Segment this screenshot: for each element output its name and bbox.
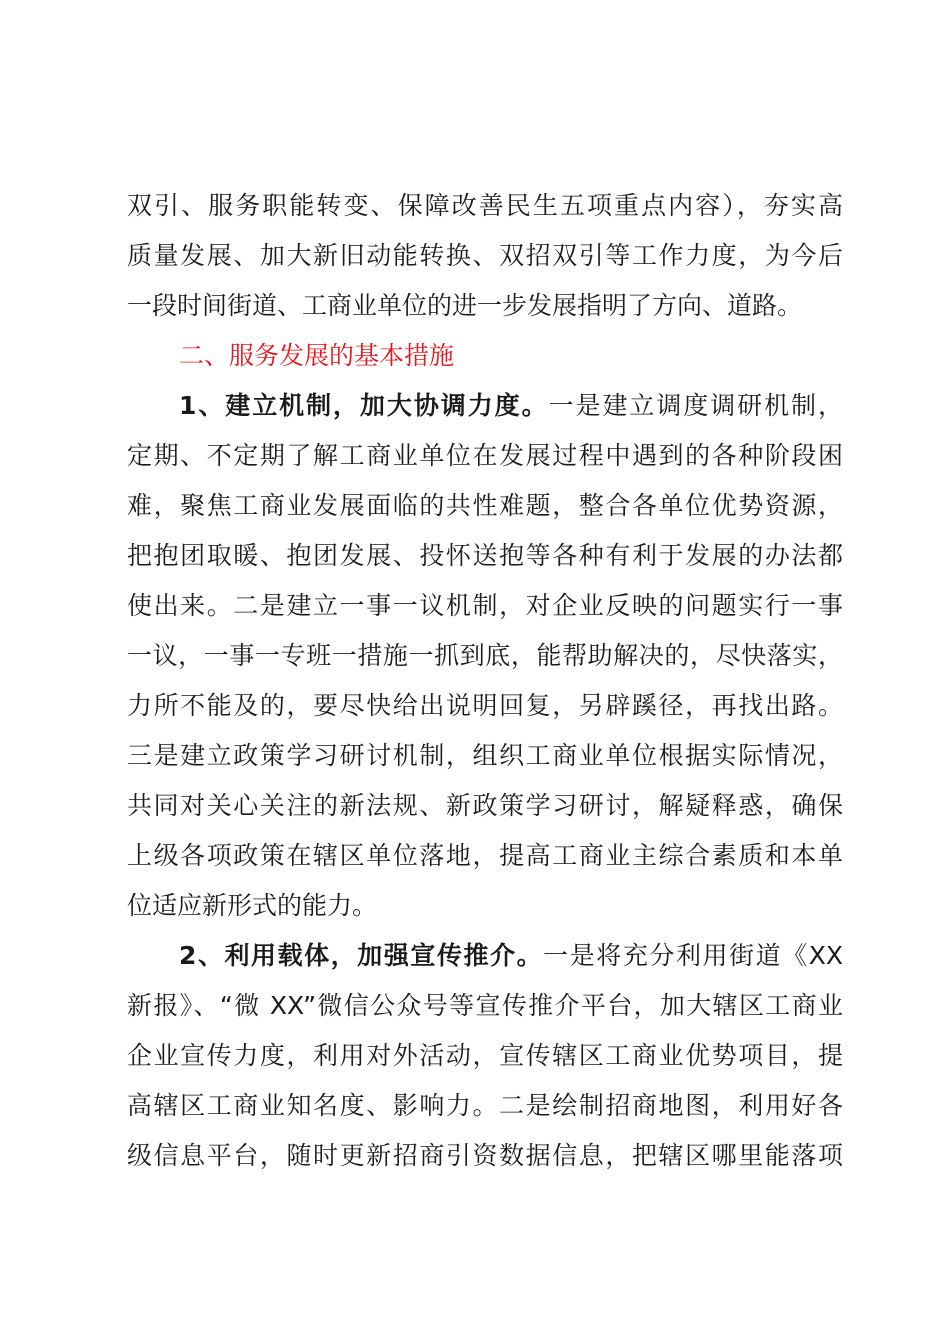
measure-2-paragraph: [127, 931, 843, 1181]
measure-1-line-5: 使出来。二是建立一事一议机制，对企业反映的问题实行一事: [127, 591, 843, 620]
measure-1-line-3: 难，聚焦工商业发展面临的共性难题，整合各单位优势资源，: [127, 491, 843, 520]
measure-1-line-6: 一议，一事一专班一措施一抓到底，能帮助解决的，尽快落实，: [127, 641, 843, 670]
measure-1-line-8: 三是建立政策学习研讨机制，组织工商业单位根据实际情况，: [127, 741, 843, 770]
measure-1-title: 1、建立机制，加大协调力度。: [179, 391, 549, 420]
section-heading: 二、服务发展的基本措施: [179, 341, 455, 370]
measure-2-first-line: [127, 931, 843, 981]
measure-1-line-2: 定期、不定期了解工商业单位在发展过程中遇到的各种阶段困: [127, 441, 843, 470]
measure-1-line-1: 一是建立调度调研机制，: [548, 391, 843, 420]
measure-2-title: 2、利用载体，加强宣传推介。: [179, 941, 544, 970]
measure-2-line-3: 企业宣传力度，利用对外活动，宣传辖区工商业优势项目，提: [127, 1041, 843, 1070]
intro-line-3: 一段时间街道、工商业单位的进一步发展指明了方向、道路。: [127, 291, 803, 320]
measure-1-line-9: 共同对关心关注的新法规、新政策学习研讨，解疑释惑，确保: [127, 791, 843, 820]
measure-2-line-4: 高辖区工商业知名度、影响力。二是绘制招商地图，利用好各: [127, 1091, 843, 1120]
intro-paragraph: [127, 181, 843, 331]
measure-1-line-10: 上级各项政策在辖区单位落地，提高工商业主综合素质和本单: [127, 841, 843, 870]
measure-2-line-2: 新报》、“微 XX”微信公众号等宣传推介平台，加大辖区工商业: [127, 991, 843, 1020]
measure-1-line-11: 位适应新形式的能力。: [127, 891, 378, 920]
measure-1-paragraph: [127, 381, 843, 931]
measure-1-line-4: 把抱团取暖、抱团发展、投怀送抱等各种有利于发展的办法都: [127, 541, 843, 570]
document-body: [127, 181, 843, 1181]
measure-2-line-5: 级信息平台，随时更新招商引资数据信息，把辖区哪里能落项: [127, 1141, 843, 1170]
intro-line-1: 双引、服务职能转变、保障改善民生五项重点内容），夯实高: [127, 191, 843, 220]
measure-2-line-1: 一是将充分利用街道《XX: [543, 941, 843, 970]
measure-1-line-7: 力所不能及的，要尽快给出说明回复，另辟蹊径，再找出路。: [127, 691, 843, 720]
measure-1-first-line: [127, 381, 843, 431]
intro-line-2: 质量发展、加大新旧动能转换、双招双引等工作力度，为今后: [127, 241, 843, 270]
